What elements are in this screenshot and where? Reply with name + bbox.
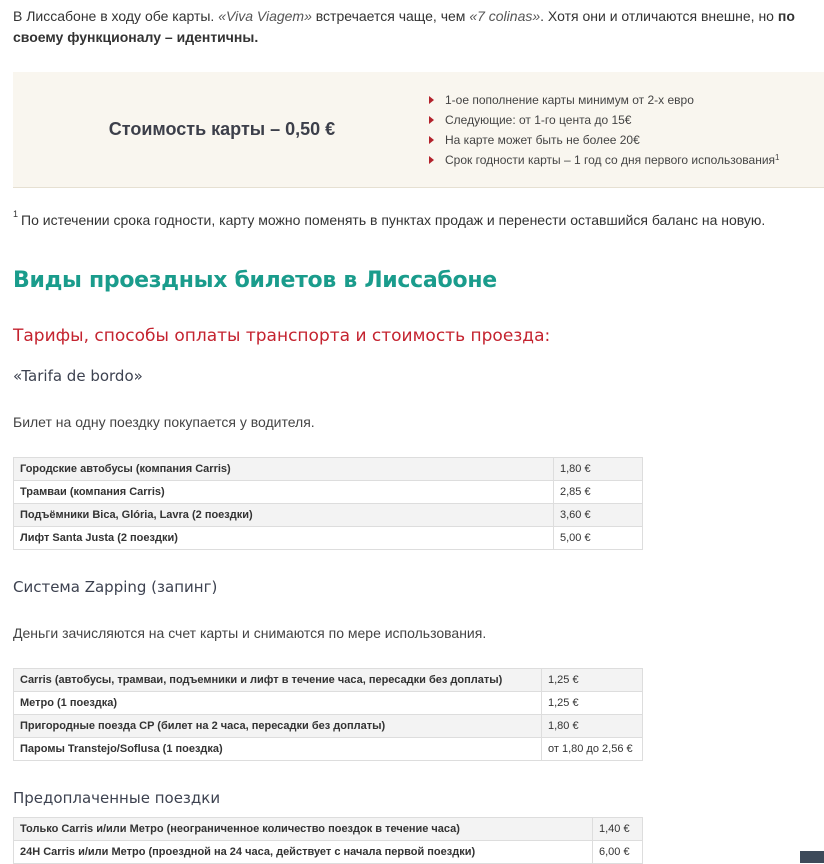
table-row: Лифт Santa Justa (2 поездки) 5,00 € [14, 527, 643, 550]
zapping-description: Деньги зачисляются на счет карты и снимаются по мере использования. [13, 625, 487, 641]
section-subtitle: Тарифы, способы оплаты транспорта и стоимость проезда: [13, 326, 551, 346]
zapping-table [13, 668, 643, 761]
card-conditions-list [427, 90, 779, 170]
intro-text: встречается чаще, чем [311, 8, 470, 24]
intro-text: . Хотя они и отличаются внешне, но [540, 8, 778, 24]
intro-paragraph [13, 6, 813, 48]
bullet-triangle-icon [429, 96, 434, 104]
table-row: Только Carris и/или Метро (неограниченное количество поездок в течение часа) 1,40 € [14, 818, 643, 841]
intro-card-viva: «Viva Viagem» [218, 8, 312, 24]
card-price: Стоимость карты – 0,50 € [108, 119, 336, 139]
table-row: Carris (автобусы, трамваи, подъемники и лифт в течение часа, пересадки без доплаты) 1,25 € [14, 669, 643, 692]
table-row: Пригородные поезда CP (билет на 2 часа, пересадки без доплаты) 1,80 € [14, 715, 643, 738]
intro-card-colinas: «7 colinas» [469, 8, 541, 24]
tarifa-description: Билет на одну поездку покупается у водителя. [13, 414, 315, 430]
bullet-triangle-icon [429, 116, 434, 124]
footnote-mark: 1 [13, 209, 19, 219]
card-condition-item: Следующие: от 1-го цента до 15€ [427, 110, 779, 130]
footnote-ref[interactable]: 1 [775, 153, 780, 162]
table-row: Подъёмники Bica, Glória, Lavra (2 поездки) 3,60 € [14, 504, 643, 527]
table-row: Метро (1 поездка) 1,25 € [14, 692, 643, 715]
table-row: Паромы Transtejo/Soflusa (1 поездка) от 1,80 до 2,56 € [14, 738, 643, 761]
table-row: 24H Carris и/или Метро (проездной на 24 часа, действует с начала первой поездки) 6,00 € [14, 841, 643, 864]
bullet-triangle-icon [429, 136, 434, 144]
scroll-to-top-button[interactable] [800, 851, 824, 863]
intro-text: В Лиссабоне в ходу обе карты. [13, 8, 219, 24]
zapping-heading: Система Zapping (запинг) [13, 578, 218, 596]
card-price-box [13, 72, 824, 188]
prepaid-heading: Предоплаченные поездки [13, 789, 221, 807]
prepaid-table [13, 817, 643, 864]
card-condition-item: 1-ое пополнение карты минимум от 2-х евро [427, 90, 779, 110]
card-condition-item: Срок годности карты – 1 год со дня первого использования$^1$ [427, 150, 779, 170]
footnote [13, 209, 766, 228]
tarifa-table [13, 457, 643, 550]
footnote-text: По истечении срока годности, карту можно поменять в пунктах продаж и перенести оставшийся баланс на новую. [21, 212, 766, 228]
intro-bold: по своему функционалу – идентичны. [13, 8, 795, 45]
section-title: Виды проездных билетов в Лиссабоне [13, 268, 497, 293]
table-row: Городские автобусы (компания Carris) 1,80 € [14, 458, 643, 481]
tarifa-heading: «Tarifa de bordo» [13, 367, 143, 385]
table-row: Трамваи (компания Carris) 2,85 € [14, 481, 643, 504]
bullet-triangle-icon [429, 156, 434, 164]
card-condition-item: На карте может быть не более 20€ [427, 130, 779, 150]
